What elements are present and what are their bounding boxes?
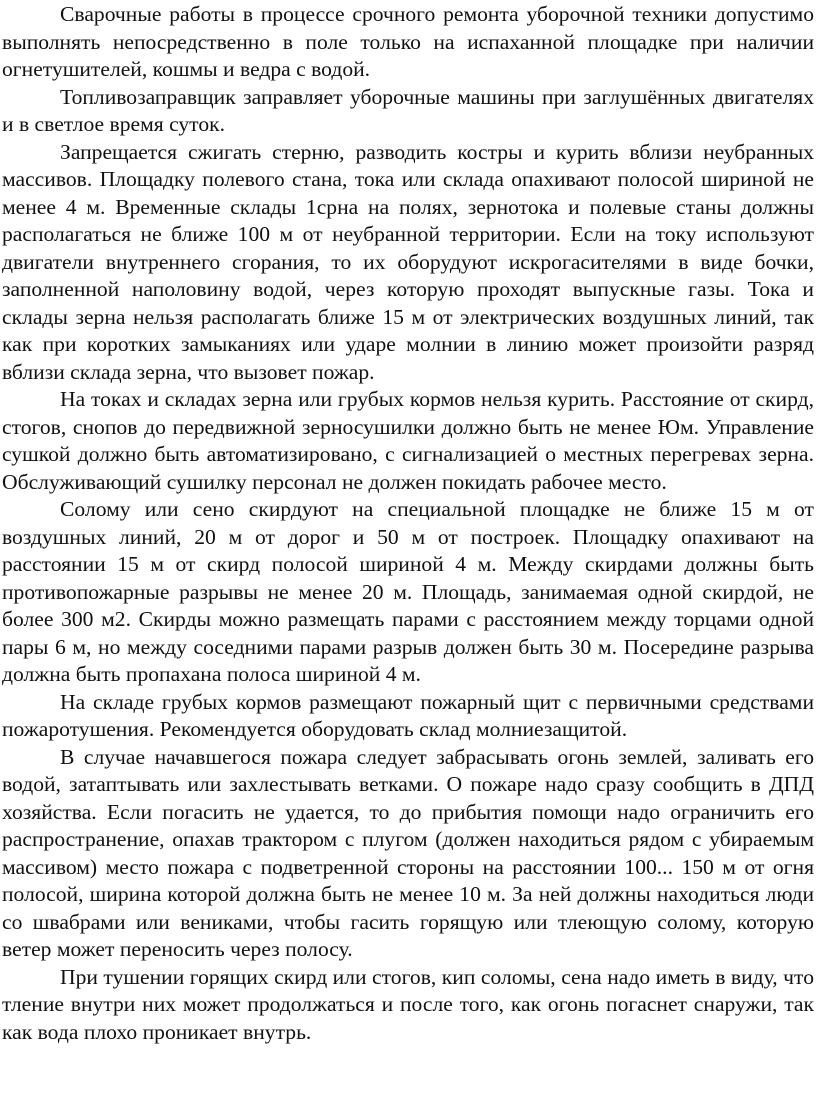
paragraph-fire-response: В случае начавшегося пожара следует забрасывать огонь землей, заливать его водой, затаптывать или захлестывать ветками. О пожаре надо сразу сообщить в ДПД хозяйства. Если погасить не удается, то до прибытия помощи надо ограничить его распространение, опахав трактором с плугом (должен находиться рядом с убираемым массивом) место пожара с подветренной стороны на расстоянии 100... 150 м от огня полосой, ширина которой должна быть не менее 10 м. За ней должны находиться люди со швабрами или вениками, чтобы гасить горящую или тлеющую солому, которую ветер может переносить через полосу.: [2, 744, 814, 961]
document-page: [2, 1, 814, 1046]
paragraph-fire-shield: На складе грубых кормов размещают пожарный щит с первичными средствами пожаротушения. Рекомендуется оборудовать склад молниезащитой.: [2, 689, 814, 741]
paragraph-refueling: Топливозаправщик заправляет уборочные машины при заглушённых двигателях и в светлое время суток.: [2, 84, 814, 136]
paragraph-welding: Сварочные работы в процессе срочного ремонта уборочной техники допустимо выполнять непосредственно в поле только на испаханной площадке при наличии огнетушителей, кошмы и ведра с водой.: [2, 2, 814, 81]
paragraph-stack-extinguishing: При тушении горящих скирд или стогов, кип соломы, сена надо иметь в виду, что тление внутри них может продолжаться и после того, как огонь погаснет снаружи, так как вода плохо проникает внутрь.: [2, 964, 814, 1044]
paragraph-grain-storage: На токах и складах зерна или грубых кормов нельзя курить. Расстояние от скирд, стогов, снопов до передвижной зерносушилки должно быть не менее Юм. Управление сушкой должно быть автоматизировано, с сигнализацией о местных перегревах зерна. Обслуживающий сушилку персонал не должен покидать рабочее место.: [2, 387, 814, 494]
paragraph-stacking: Солому или сено скирдуют на специальной площадке не ближе 15 м от воздушных линий, 20 м от дорог и 50 м от построек. Площадку опахивают на расстоянии 15 м от скирд полосой шириной 4 м. Между скирдами должны быть противопожарные разрывы не менее 20 м. Площадь, занимаемая одной скирдой, не более 300 м2. Скирды можно размещать парами с расстоянием между торцами одной пары 6 м, но между соседними парами разрыв должен быть 30 м. Посередине разрыва должна быть пропахана полоса шириной 4 м.: [2, 497, 814, 686]
paragraph-stubble-burning: Запрещается сжигать стерню, разводить костры и курить вблизи неубранных массивов. Площадку полевого стана, тока или склада опахивают полосой шириной не менее 4 м. Временные склады 1срна на полях, зернотока и полевые станы должны располагаться не ближе 100 м от неубранной территории. Если на току используют двигатели внутреннего сгорания, то их оборудуют искрогасителями в виде бочки, заполненной наполовину водой, через которую проходят выпускные газы. Тока и склады зерна нельзя располагать ближе 15 м от электрических воздушных линий, так как при коротких замыканиях или ударе молнии в линию может произойти разряд вблизи склада зерна, что вызовет пожар.: [2, 139, 814, 384]
